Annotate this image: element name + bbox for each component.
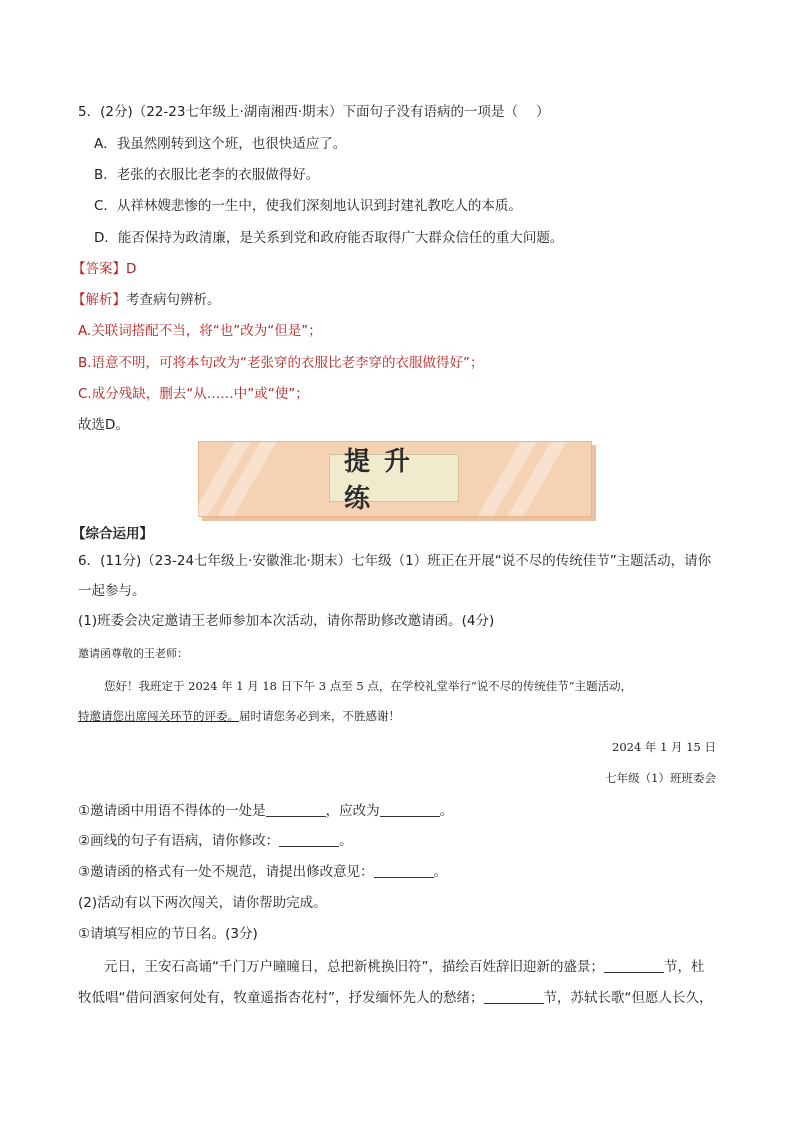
q5-analysis [72, 291, 221, 309]
q6-sub2-task: ①请填写相应的节日名。(3分) [78, 926, 258, 942]
q5-stem [78, 103, 550, 121]
task3-text-a: ③邀请函的格式有一处不规范，请提出修改意见： [78, 864, 374, 880]
q5-explain-c: C.成分残缺，删去“从……中”或“使”； [78, 386, 309, 402]
passage-text-2b: 节，苏轼长歌“但愿人长久， [543, 990, 713, 1006]
letter-body-rest: 届时请您务必到来，不胜感谢！ [239, 709, 400, 723]
q6-stem-line2: 一起参与。 [78, 583, 146, 599]
task1-text-b: ，应改为 [325, 803, 380, 819]
passage-text-1a: 元日，王安石高诵“千门万户曈曈日，总把新桃换旧符”，描绘百姓辞旧迎新的盛景； [104, 959, 604, 975]
q6-sub1: (1)班委会决定邀请王老师参加本次活动，请你帮助修改邀请函。(4分) [78, 613, 495, 629]
q6-task3 [78, 863, 447, 881]
q5-stem-text: 5．(2分)（22-23七年级上·湖南湘西·期末）下面句子没有语病的一项是（ [78, 104, 519, 120]
answer-blank[interactable] [266, 803, 326, 817]
section-label: 【综合运用】 [72, 526, 153, 542]
answer-blank[interactable] [279, 833, 339, 847]
answer-blank[interactable] [484, 990, 544, 1004]
banner-title: 提升练 [329, 454, 459, 502]
q5-option-c: C．从祥林嫂悲惨的一生中，使我们深刻地认识到封建礼教吃人的本质。 [94, 198, 522, 214]
letter-body-line2 [78, 707, 400, 725]
answer-tag: 【答案】 [72, 261, 126, 277]
answer-value: D [126, 261, 137, 277]
q5-answer [72, 260, 136, 278]
letter-date: 2024 年 1 月 15 日 [612, 740, 716, 754]
q5-explain-b: B.语意不明，可将本句改为“老张穿的衣服比老李穿的衣服做得好”； [78, 355, 484, 371]
answer-blank[interactable] [380, 803, 440, 817]
q6-sub2: (2)活动有以下两次闯关，请你帮助完成。 [78, 895, 327, 911]
passage-line2 [78, 989, 713, 1007]
task3-text-b: 。 [433, 864, 448, 880]
q5-option-d: D．能否保持为政清廉，是关系到党和政府能否取得广大群众信任的重大问题。 [94, 230, 564, 246]
passage-text-2a: 牧低唱“借问酒家何处有，牧童遥指杏花村”，抒发缅怀先人的愁绪； [78, 990, 484, 1006]
passage-text-1b: 节，杜 [664, 959, 705, 975]
letter-signature: 七年级（1）班班委会 [605, 771, 716, 785]
q5-option-a: A．我虽然刚转到这个班，也很快适应了。 [94, 136, 347, 152]
answer-blank[interactable] [604, 959, 664, 973]
q5-conclusion: 故选D。 [78, 417, 129, 433]
letter-salutation: 邀请函尊敬的王老师： [78, 647, 188, 660]
q5-explain-a: A.关联词搭配不当，将“也”改为“但是”； [78, 323, 322, 339]
analysis-tag: 【解析】 [72, 292, 126, 308]
answer-blank[interactable] [374, 864, 434, 878]
task2-text-a: ②画线的句子有语病，请你修改： [78, 833, 280, 849]
task1-text-a: ①邀请函中用语不得体的一处是 [78, 803, 266, 819]
underlined-sentence: 特邀请您出席闯关环节的评委。 [78, 709, 239, 723]
q6-task2 [78, 832, 353, 850]
section-banner [198, 441, 592, 517]
task1-text-c: 。 [439, 803, 454, 819]
analysis-text: 考查病句辨析。 [126, 292, 221, 308]
letter-body-line1: 您好！我班定于 2024 年 1 月 18 日下午 3 点至 5 点，在学校礼堂举行“说不尽的传统佳节”主题活动， [104, 679, 633, 693]
q5-stem-close: ） [536, 104, 550, 120]
q5-option-b: B．老张的衣服比老李的衣服做得好。 [94, 167, 320, 183]
q6-stem-line1: 6．(11分)（23-24七年级上·安徽淮北·期末）七年级（1）班正在开展“说不尽的传统佳节”主题活动，请你 [78, 553, 712, 569]
passage-line1 [104, 958, 705, 976]
task2-text-b: 。 [339, 833, 353, 849]
q6-task1 [78, 802, 453, 820]
